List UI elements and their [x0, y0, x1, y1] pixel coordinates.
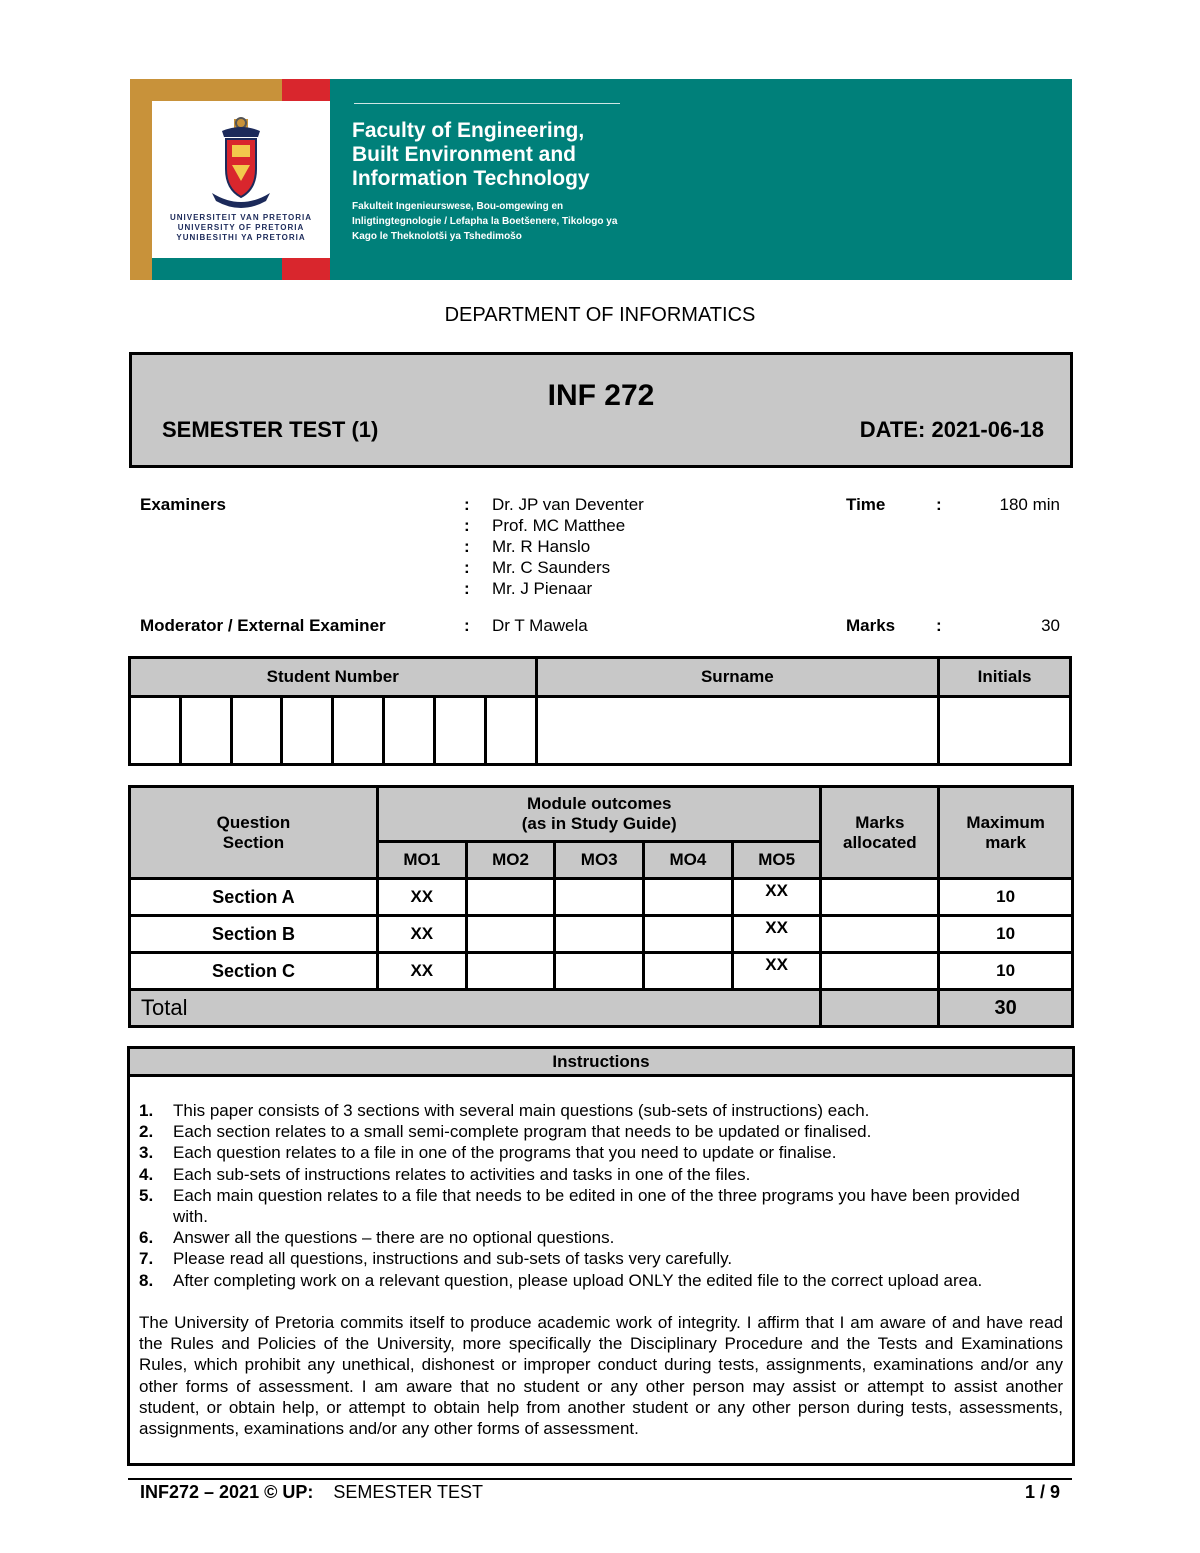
outcome-mark: XX	[732, 916, 821, 953]
item-text: Answer all the questions – there are no optional questions.	[173, 1228, 615, 1248]
test-name: SEMESTER TEST (1)	[162, 417, 379, 442]
outcome-mark: XX	[377, 879, 466, 916]
instructions-list	[139, 1100, 1059, 1291]
list-item	[139, 1227, 1059, 1248]
university-name-en: UNIVERSITY OF PRETORIA	[177, 223, 305, 232]
maximum-mark-cell: 10	[939, 916, 1073, 953]
marks-allocated-cell[interactable]	[821, 953, 939, 990]
marks-value: 30	[1041, 616, 1060, 635]
total-maximum-mark: 30	[939, 990, 1073, 1027]
item-number: 3.	[139, 1143, 154, 1163]
outcome-mark	[466, 953, 555, 990]
question-section-header: Question Section	[130, 787, 378, 879]
student-number-digit-box[interactable]	[384, 697, 435, 765]
item-number: 1.	[139, 1101, 154, 1120]
section-name: Section C	[130, 953, 378, 990]
table-row	[130, 916, 1073, 953]
colon: :	[464, 558, 470, 577]
outcome-code: MO4	[644, 842, 733, 879]
student-number-digit-box[interactable]	[130, 697, 181, 765]
surname-field[interactable]	[536, 697, 939, 765]
initials-field[interactable]	[939, 697, 1071, 765]
marks-label: Marks	[846, 616, 896, 635]
colon: :	[464, 516, 470, 535]
colon: :	[464, 579, 470, 598]
examiner-name: Prof. MC Matthee	[492, 516, 626, 535]
banner-orange-strip	[130, 79, 152, 280]
faculty-subtitle: Fakulteit Ingenieurswese, Bou-omgewing en Inligtingtegnologie / Lefapha la Boetšenere, Tikologo ya Kago le Theknolotši ya Tshedimošo	[352, 201, 618, 242]
student-number-header: Student Number	[130, 658, 537, 697]
university-names	[152, 213, 330, 243]
outcome-code: MO3	[555, 842, 644, 879]
total-row	[130, 990, 1073, 1027]
item-number: 7.	[139, 1249, 154, 1269]
time-label: Time	[846, 495, 886, 514]
student-number-digit-box[interactable]	[282, 697, 333, 765]
item-text: This paper consists of 3 sections with several main questions (sub-sets of instructions) each.	[173, 1101, 870, 1120]
list-item	[139, 1185, 1059, 1227]
student-number-digit-box[interactable]	[231, 697, 282, 765]
colon: :	[464, 537, 470, 556]
page-number: 1 / 9	[1024, 1482, 1060, 1502]
faculty-title: Faculty of Engineering, Built Environment and Information Technology	[352, 119, 590, 190]
item-text: Please read all questions, instructions and sub-sets of tasks very carefully.	[173, 1249, 733, 1269]
initials-header: Initials	[939, 658, 1071, 697]
maximum-mark-cell: 10	[939, 953, 1073, 990]
instructions-heading: Instructions	[130, 1049, 1072, 1077]
section-name: Section B	[130, 916, 378, 953]
list-item	[139, 1100, 1059, 1121]
outcome-mark	[644, 879, 733, 916]
item-number: 2.	[139, 1122, 154, 1142]
student-number-digit-box[interactable]	[485, 697, 536, 765]
footer-label: SEMESTER TEST	[333, 1482, 484, 1502]
list-item	[139, 1270, 1059, 1291]
outcome-mark	[555, 953, 644, 990]
outcome-code: MO5	[732, 842, 821, 879]
student-number-digit-box[interactable]	[434, 697, 485, 765]
item-text: Each sub-sets of instructions relates to activities and tasks in one of the files.	[173, 1164, 751, 1184]
university-name-af: UNIVERSITEIT VAN PRETORIA	[169, 213, 313, 222]
outcome-mark	[466, 879, 555, 916]
item-number: 6.	[139, 1228, 154, 1248]
colon: :	[464, 616, 470, 635]
examiner-name: Mr. C Saunders	[492, 558, 611, 577]
outcome-mark	[466, 916, 555, 953]
footer-code: INF272 – 2021 © UP:	[140, 1482, 314, 1502]
examiner-name: Mr. J Pienaar	[492, 579, 593, 598]
colon: :	[936, 616, 942, 635]
list-item	[139, 1142, 1059, 1163]
marks-allocated-cell[interactable]	[821, 916, 939, 953]
test-title-box	[129, 352, 1073, 468]
total-marks-allocated-cell[interactable]	[821, 990, 939, 1027]
list-item	[139, 1121, 1059, 1142]
instructions-box	[127, 1046, 1075, 1466]
test-date: DATE: 2021-06-18	[859, 417, 1044, 442]
integrity-statement: The University of Pretoria commits itself to produce academic work of integrity. I affirm that I am aware of and have read the Rules and Policies of the University, more specifically the Disciplinary Procedure and the Tests and Examinations Rules, which prohibit any unethical, dishonest or improper conduct during tests, assignments, examinations and/or any other forms of assessment. I am aware that no student or any other person may assist or attempt to assist another student, or obtain help, or attempt to obtain help from another student or any other person during tests, assessments, assignments, examinations and/or any other forms of assessment.	[139, 1313, 1063, 1439]
table-row	[130, 879, 1073, 916]
moderator-value: Dr T Mawela	[492, 616, 588, 635]
maximum-mark-header: Maximum mark	[939, 787, 1073, 879]
outcome-code: MO2	[466, 842, 555, 879]
item-text: Each section relates to a small semi-complete program that needs to be updated or finalised.	[173, 1122, 872, 1142]
examiner-name: Dr. JP van Deventer	[492, 495, 644, 514]
item-number: 4.	[139, 1164, 154, 1184]
outcome-mark: XX	[732, 879, 821, 916]
item-text: Each question relates to a file in one of the programs that you need to update or finalise.	[173, 1143, 837, 1163]
department-heading: DEPARTMENT OF INFORMATICS	[444, 304, 756, 326]
coat-of-arms-icon	[152, 111, 330, 221]
total-label: Total	[130, 990, 821, 1027]
footer-rule	[128, 1478, 1072, 1480]
outcome-mark: XX	[377, 953, 466, 990]
student-details-table	[128, 656, 1072, 766]
marks-allocated-header: Marks allocated	[821, 787, 939, 879]
outcome-mark	[555, 916, 644, 953]
module-outcomes-table	[128, 785, 1074, 1028]
faculty-banner	[130, 79, 1072, 280]
outcome-code: MO1	[377, 842, 466, 879]
list-item	[139, 1248, 1059, 1269]
time-value: 180 min	[999, 495, 1060, 514]
item-number: 8.	[139, 1270, 154, 1290]
surname-header: Surname	[536, 658, 939, 697]
item-number: 5.	[139, 1185, 154, 1205]
course-code: INF 272	[547, 379, 655, 412]
moderator-label: Moderator / External Examiner	[140, 616, 386, 635]
outcome-mark	[644, 916, 733, 953]
outcome-mark	[555, 879, 644, 916]
section-name: Section A	[130, 879, 378, 916]
footer-left	[140, 1482, 483, 1503]
student-number-digit-box[interactable]	[333, 697, 384, 765]
university-name-ns: YUNIBESITHI YA PRETORIA	[176, 233, 306, 242]
banner-rule	[354, 103, 620, 104]
examiner-name: Mr. R Hanslo	[492, 537, 591, 556]
item-text: Each main question relates to a file that needs to be edited in one of the three programs you have been provided with.	[173, 1185, 1020, 1227]
outcome-mark	[644, 953, 733, 990]
examiners-label: Examiners	[140, 495, 226, 514]
item-text: After completing work on a relevant question, please upload ONLY the edited file to the correct upload area.	[173, 1270, 983, 1290]
colon: :	[936, 495, 942, 514]
outcome-mark: XX	[377, 916, 466, 953]
university-logo	[152, 101, 330, 258]
module-outcomes-header: Module outcomes (as in Study Guide)	[377, 787, 821, 842]
maximum-mark-cell: 10	[939, 879, 1073, 916]
list-item	[139, 1164, 1059, 1185]
colon: :	[464, 495, 470, 514]
outcome-mark: XX	[732, 953, 821, 990]
table-row	[130, 953, 1073, 990]
student-number-digit-box[interactable]	[180, 697, 231, 765]
marks-allocated-cell[interactable]	[821, 879, 939, 916]
